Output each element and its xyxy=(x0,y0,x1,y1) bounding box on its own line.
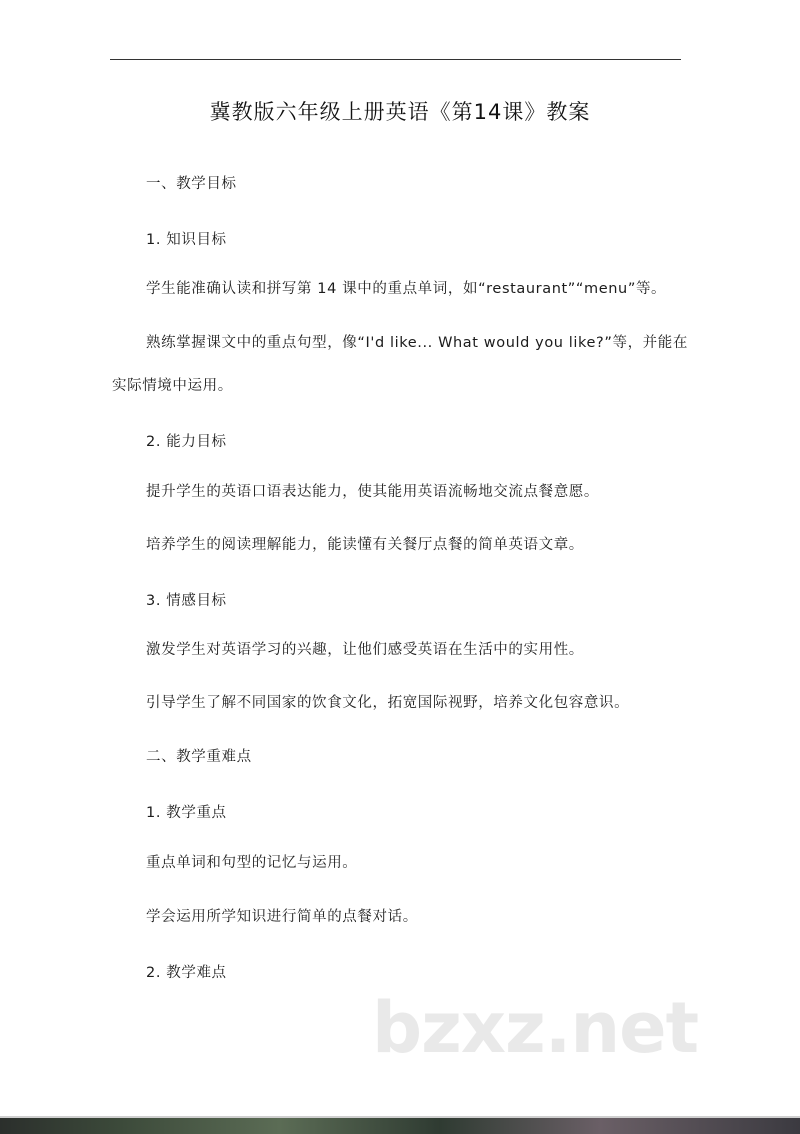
paragraph-line: 培养学生的阅读理解能力，能读懂有关餐厅点餐的简单英语文章。 xyxy=(146,537,584,553)
paragraph-line: 激发学生对英语学习的兴趣，让他们感受英语在生活中的实用性。 xyxy=(146,642,584,658)
header-rule xyxy=(110,59,681,60)
paragraph-line-continuation: 实际情境中运用。 xyxy=(112,378,233,394)
document-title: 冀教版六年级上册英语《第14课》教案 xyxy=(209,100,591,124)
subheading-ability-objectives: 2. 能力目标 xyxy=(146,434,227,450)
paragraph-line: 学生能准确认读和拼写第 14 课中的重点单词，如“restaurant”“menu”等。 xyxy=(146,281,667,297)
paragraph-line: 提升学生的英语口语表达能力，使其能用英语流畅地交流点餐意愿。 xyxy=(146,484,599,500)
subheading-key-points: 1. 教学重点 xyxy=(146,805,227,821)
paragraph-line: 重点单词和句型的记忆与运用。 xyxy=(146,855,358,871)
subheading-emotional-objectives: 3. 情感目标 xyxy=(146,593,227,609)
section-heading-key-difficult-points: 二、教学重难点 xyxy=(146,749,252,765)
subheading-knowledge-objectives: 1. 知识目标 xyxy=(146,232,227,248)
section-heading-objectives: 一、教学目标 xyxy=(146,176,237,192)
watermark-logo: bzxz.net xyxy=(372,987,699,1069)
paragraph-line: 引导学生了解不同国家的饮食文化，拓宽国际视野，培养文化包容意识。 xyxy=(146,695,630,711)
subheading-difficult-points: 2. 教学难点 xyxy=(146,965,227,981)
paragraph-line: 学会运用所学知识进行简单的点餐对话。 xyxy=(146,909,418,925)
paragraph-line: 熟练掌握课文中的重点句型，像“I'd like... What would you like?”等，并能在 xyxy=(146,335,688,351)
background-strip xyxy=(0,1118,800,1134)
